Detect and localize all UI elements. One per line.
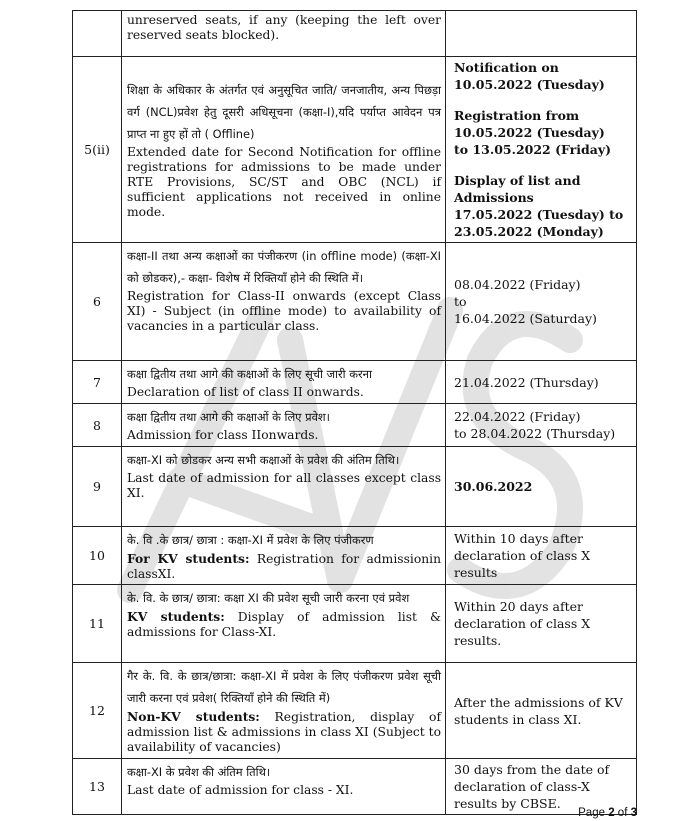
activity-description (122, 404, 446, 447)
table-row (73, 57, 637, 243)
table-row (73, 361, 637, 404)
serial-number: 9 (73, 447, 122, 527)
schedule-date (446, 11, 637, 57)
table-row (73, 404, 637, 447)
table-row (73, 11, 637, 57)
admission-schedule-table (72, 10, 637, 815)
serial-number: 10 (73, 527, 122, 585)
english-text: Registration for Class-II onwards (except Class XI) - Subject (in offline mode) to availability of vacancies in a particular class. (127, 289, 441, 333)
english-text-bold: For KV students: (127, 551, 250, 566)
schedule-date (446, 585, 637, 663)
table-row (73, 585, 637, 663)
date-line: 22.04.2022 (Friday) (454, 409, 581, 424)
date-line: 16.04.2022 (Saturday) (454, 311, 597, 326)
activity-description (122, 11, 446, 57)
english-text-bold: KV students: (127, 609, 225, 624)
hindi-text: कक्षा द्वितीय तथा आगे की कक्षाओं के लिए सूची जारी करना (127, 367, 372, 381)
date-line: 21.04.2022 (Thursday) (454, 374, 599, 390)
schedule-date (446, 447, 637, 527)
serial-number: 13 (73, 759, 122, 815)
page-number-footer (578, 807, 637, 819)
date-line: 08.04.2022 (Friday) (454, 277, 581, 292)
table-row (73, 527, 637, 585)
table-row (73, 663, 637, 759)
english-text (127, 551, 441, 582)
date-line: 17.05.2022 (Tuesday) to 23.05.2022 (Monday) (454, 207, 624, 239)
schedule-date (446, 404, 637, 447)
schedule-date (446, 527, 637, 585)
date-line: Within 10 days after declaration of class X results (454, 531, 591, 580)
date-line: After the admissions of KV students in class XI. (454, 694, 623, 727)
hindi-text: कक्षा-II तथा अन्य कक्षाओं का पंजीकरण (in offline mode) (कक्षा-XI को छोडकर),- कक्षा- विशेष में रिक्तियाँ होने की स्थिति में। (127, 249, 441, 285)
english-text (127, 609, 441, 640)
serial-number: 6 (73, 243, 122, 361)
hindi-text: कक्षा-XI के प्रवेश की अंतिम तिथि। (127, 765, 271, 779)
serial-number: 7 (73, 361, 122, 404)
english-text: Declaration of list of class II onwards. (127, 385, 364, 399)
date-line: to 13.05.2022 (Friday) (454, 142, 612, 157)
date-line: Within 20 days after declaration of class X results. (454, 599, 591, 648)
date-line: 30.06.2022 (454, 479, 533, 494)
hindi-text: के. वि. के छात्र/ छात्रा: कक्षा XI की प्रवेश सूची जारी करना एवं प्रवेश (127, 591, 410, 605)
activity-description (122, 585, 446, 663)
current-page: 2 (608, 807, 615, 819)
table-row (73, 759, 637, 815)
english-text-rest: Display of admission list & admissions for Class-XI. (127, 610, 442, 639)
hindi-text: कक्षा-XI को छोडकर अन्य सभी कक्षाओं के प्रवेश की अंतिम तिथि। (127, 453, 400, 467)
english-text: Last date of admission for all classes except class XI. (127, 471, 441, 500)
total-pages: 3 (630, 807, 637, 819)
activity-description (122, 759, 446, 815)
table-row (73, 243, 637, 361)
schedule-date (446, 57, 637, 243)
date-line: Notification on 10.05.2022 (Tuesday) (454, 60, 605, 92)
schedule-date (446, 361, 637, 404)
hindi-text: शिक्षा के अधिकार के अंतर्गत एवं अनुसूचित जाति/ जनजातीय, अन्य पिछड़ा वर्ग (NCL)प्रवेश हेतु दूसरी अधिसूचना (कक्षा-I),यदि पर्याप्त आवेदन पत्र प्राप्त ना हुए हों तो ( Offline) (127, 83, 441, 141)
page-label: Page (578, 807, 609, 819)
english-text: Last date of admission for class - XI. (127, 783, 354, 797)
date-line: Registration from 10.05.2022 (Tuesday) (454, 108, 605, 140)
activity-description (122, 447, 446, 527)
date-line: to (454, 294, 467, 309)
serial-number: 8 (73, 404, 122, 447)
english-text-bold: Non-KV students: (127, 709, 260, 724)
english-text-rest: Registration for admissionin classXI. (127, 552, 441, 581)
activity-description (122, 527, 446, 585)
date-line (454, 158, 630, 172)
activity-description (122, 361, 446, 404)
english-text: Extended date for Second Notification for offline registrations for admissions to be made under RTE Provisions, SC/ST and OBC (NCL) if sufficient applications not received in online mode. (127, 145, 441, 219)
serial-number: 11 (73, 585, 122, 663)
table-row (73, 447, 637, 527)
serial-number: 12 (73, 663, 122, 759)
hindi-text: कक्षा द्वितीय तथा आगे की कक्षाओं के लिए प्रवेश। (127, 410, 330, 424)
english-text (127, 709, 441, 755)
english-text-rest: Registration, display of admission list & admissions in class XI (Subject to availability of vacancies) (127, 710, 441, 754)
date-line (454, 93, 630, 107)
page-of-label: of (614, 807, 631, 819)
schedule-date (446, 663, 637, 759)
serial-number (73, 11, 122, 57)
activity-description (122, 663, 446, 759)
date-line: 30 days from the date of declaration of class-X results by CBSE. (454, 762, 610, 811)
schedule-date (446, 243, 637, 361)
english-text: unreserved seats, if any (keeping the left over reserved seats blocked). (127, 13, 441, 42)
hindi-text: के. वि .के छात्र/ छात्रा : कक्षा-XI में प्रवेश के लिए पंजीकरण (127, 533, 374, 547)
english-text: Admission for class IIonwards. (127, 428, 319, 442)
serial-number: 5(ii) (73, 57, 122, 243)
date-line: Display of list and Admissions (454, 173, 581, 205)
activity-description (122, 57, 446, 243)
date-line: to 28.04.2022 (Thursday) (454, 426, 616, 441)
activity-description (122, 243, 446, 361)
hindi-text: गैर के. वि. के छात्र/छात्रा: कक्षा-XI में प्रवेश के लिए पंजीकरण प्रवेश सूची जारी करना एवं प्रवेश( रिक्तियाँ होने की स्थिति में) (127, 669, 441, 705)
